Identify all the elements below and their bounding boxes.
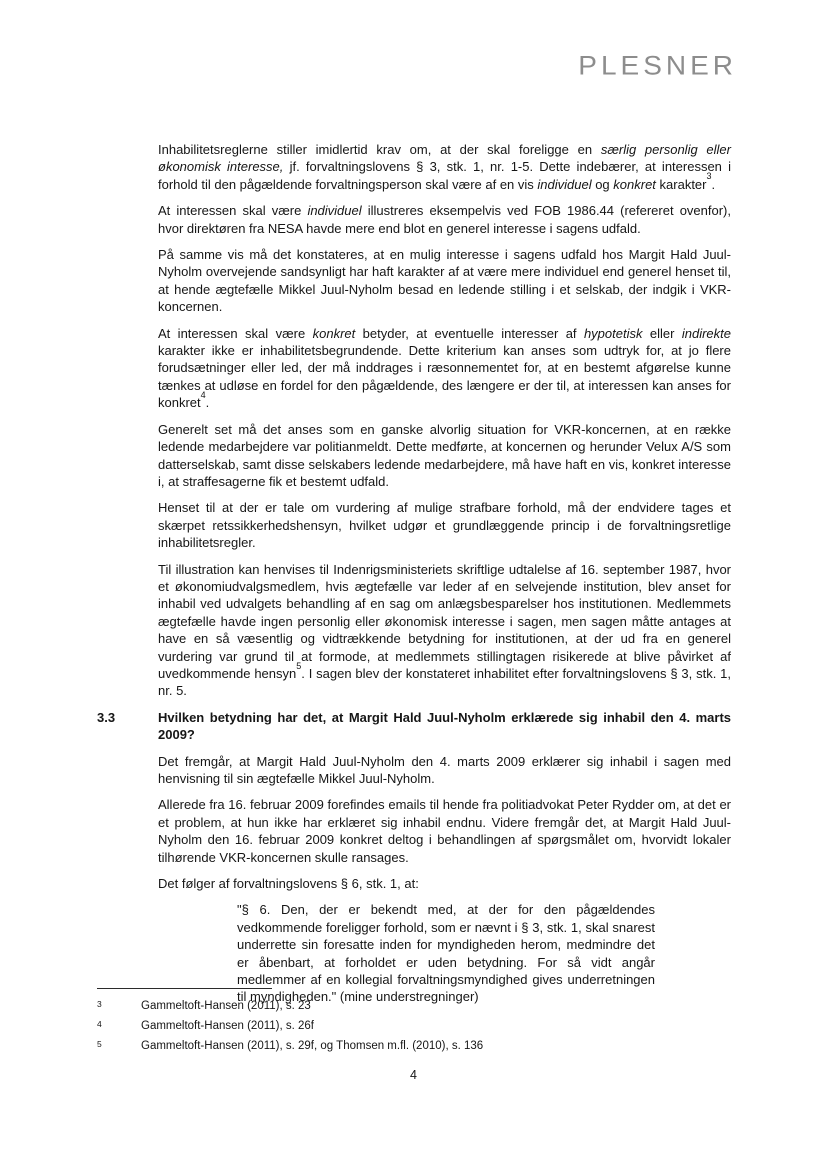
- paragraph-det-foelger: [158, 875, 731, 892]
- text-run: Det fremgår, at Margit Hald Juul-Nyholm den 4. marts 2009 erklærer sig inhabil i sagen med henvisning til sin ægtefælle Mikkel Juul-Nyholm.: [158, 753, 731, 786]
- text-run: .: [711, 176, 716, 192]
- text-run: Henset til at der er tale om vurdering af mulige strafbare forhold, må der endvidere tages et skærpet retssikkerhedshensyn, hvilket udgør et grundlæggende princip i de forvaltningsretlige inhabilitetsregler.: [158, 500, 731, 551]
- document-content: [97, 141, 731, 1015]
- footnote-marker: 3: [97, 999, 102, 1009]
- text-run: Inhabilitetsreglerne stiller imidlertid krav om, at der skal foreligge en: [158, 142, 601, 157]
- text-run: Det følger af forvaltningslovens § 6, stk. 1, at:: [158, 876, 419, 892]
- text-run: jf. forvaltningslovens § 3, stk. 1, nr. 1-5. Dette indebærer, at interessen i forhold til den pågældende forvaltningsperson skal være af en vis: [158, 159, 731, 192]
- footnote-4: [97, 1016, 731, 1036]
- text-run: illustreres eksempelvis ved FOB 1986.44 (refereret ovenfor), hvor direktøren fra NESA havde mere end blot en generel interesse i sagens udfald.: [158, 203, 731, 236]
- footnote-reference-4: 4: [200, 389, 206, 400]
- footnote-text: Gammeltoft-Hansen (2011), s. 26f: [141, 1020, 314, 1032]
- footnote-3: [97, 996, 731, 1016]
- section-heading-3-3: [97, 709, 731, 744]
- paragraph-til-illustration: [158, 561, 731, 700]
- paragraph-konkret: [158, 325, 731, 412]
- italic-text-run: hypotetisk: [583, 325, 643, 341]
- paragraph-generelt-set: [158, 421, 731, 491]
- footnote-reference-3: 3: [706, 171, 712, 182]
- footnote-divider: [97, 988, 272, 989]
- text-run: At interessen skal være: [158, 325, 313, 341]
- text-run: eller: [642, 325, 682, 341]
- section-title: Hvilken betydning har det, at Margit Hald Juul-Nyholm erklærede sig inhabil den 4. marts 2009?: [158, 709, 731, 743]
- italic-text-run: konkret: [613, 176, 656, 192]
- text-run: betyder, at eventuelle interesser af: [355, 325, 584, 341]
- text-run: .: [205, 395, 210, 411]
- italic-text-run: individuel: [307, 203, 362, 219]
- paragraph-paa-samme-vis: [158, 246, 731, 316]
- section-number: 3.3: [97, 709, 116, 725]
- text-run: At interessen skal være: [158, 203, 308, 219]
- footnote-text: Gammeltoft-Hansen (2011), s. 29f, og Thomsen m.fl. (2010), s. 136: [141, 1040, 484, 1052]
- italic-text-run: individuel: [537, 176, 592, 192]
- text-run: og: [591, 176, 614, 192]
- footnote-reference-5: 5: [296, 660, 302, 671]
- paragraph-allerede-fra: [158, 796, 731, 866]
- footnote-text: Gammeltoft-Hansen (2011), s. 23: [141, 1000, 311, 1012]
- text-run: . I sagen blev der konstateret inhabilitet efter forvaltningslovens § 3, stk. 1, nr. 5.: [158, 665, 732, 699]
- plesner-logo: PLESNER: [578, 50, 737, 81]
- footnote-marker: 4: [97, 1019, 102, 1029]
- italic-text-run: særlig personlig eller økonomisk interesse,: [158, 142, 731, 175]
- text-run: Allerede fra 16. februar 2009 forefindes emails til hende fra politiadvokat Peter Rydder om, at det er et problem, at hun ikke har erklæret sig inhabil endnu. Videre fremgår det, at Margit Hald Juul-Nyholm den 16. februar 2009 konkret deltog i behandlingen af spørgsmålet om, hvorvidt lokaler tilhørende VKR-koncernen skulle ransages.: [158, 797, 731, 865]
- text-run: karakter ikke er inhabilitetsbegrundende. Dette kriterium kan anses som udtryk for, at jo flere forudsætninger eller led, der må inddrages i ræsonnementet for, at en bestemt afgørelse kunne tænkes at udløse en fordel for den pågældende, des længere er der til, at interessen kan anses for konkret: [158, 343, 731, 411]
- text-run: På samme vis må det konstateres, at en mulig interesse i sagens udfald hos Margit Hald Juul-Nyholm overvejende sandsynligt har haft karakter af at være mere individuel end generel henset til, at hende ægtefælle Mikkel Juul-Nyholm besad en ledende stilling i et selskab, der indgik i VKR-koncernen.: [158, 247, 731, 315]
- paragraph-det-fremgaar: [158, 753, 731, 788]
- footnote-marker: 5: [97, 1039, 102, 1049]
- text-run: "§ 6. Den, der er bekendt med, at der for den pågældendes vedkommende foreligger forhold, som er nævnt i § 3, stk. 1, skal snarest underrette sin foresatte inden for myndigheden herom, medmindre det er åbenbart, at forholdet er uden betydning. For så vidt angår medlemmer af en kollegial forvaltningsmyndighed gives underretningen til myndigheden." (mine understregninger): [237, 902, 655, 1005]
- text-run: Generelt set må det anses som en ganske alvorlig situation for VKR-koncernen, at en række ledende medarbejdere var politianmeldt. Dette medførte, at koncernen og herunder Velux A/S som datterselskab, samt disse selskabers ledende medarbejdere, må have haft en vis, konkret interesse i, at straffesagerne fik et bestemt udfald.: [158, 421, 731, 489]
- page-number: 4: [410, 1068, 417, 1082]
- italic-text-run: indirekte: [681, 325, 731, 341]
- text-run: Til illustration kan henvises til Indenrigsministeriets skriftlige udtalelse af 16. september 1987, hvor et økonomiudvalgsmedlem, hvis ægtefælle var leder af en selvejende institution, blev anset for inhabil ved udvalgets behandling af en sag om anlægsbesparelser hos institutionen. Medlemmets ægtefælle havde ingen personlig eller økonomisk interesse i sagen, men sagen måtte antages at have en så væsentlig og vidtrækkende betydning for institutionen, at der ud fra en generel vurdering var grund til at formode, at medlemmets stillingtagen risikerede at blive påvirket af uvedkommende hensyn: [158, 561, 731, 681]
- footnote-5: [97, 1036, 731, 1056]
- paragraph-henset-til: [158, 499, 731, 551]
- paragraph-individuel: [158, 202, 731, 237]
- italic-text-run: konkret: [312, 325, 356, 341]
- paragraph-inhabilitetsregler: [158, 141, 731, 193]
- footnotes-section: [97, 988, 731, 1056]
- text-run: karakter: [655, 176, 707, 192]
